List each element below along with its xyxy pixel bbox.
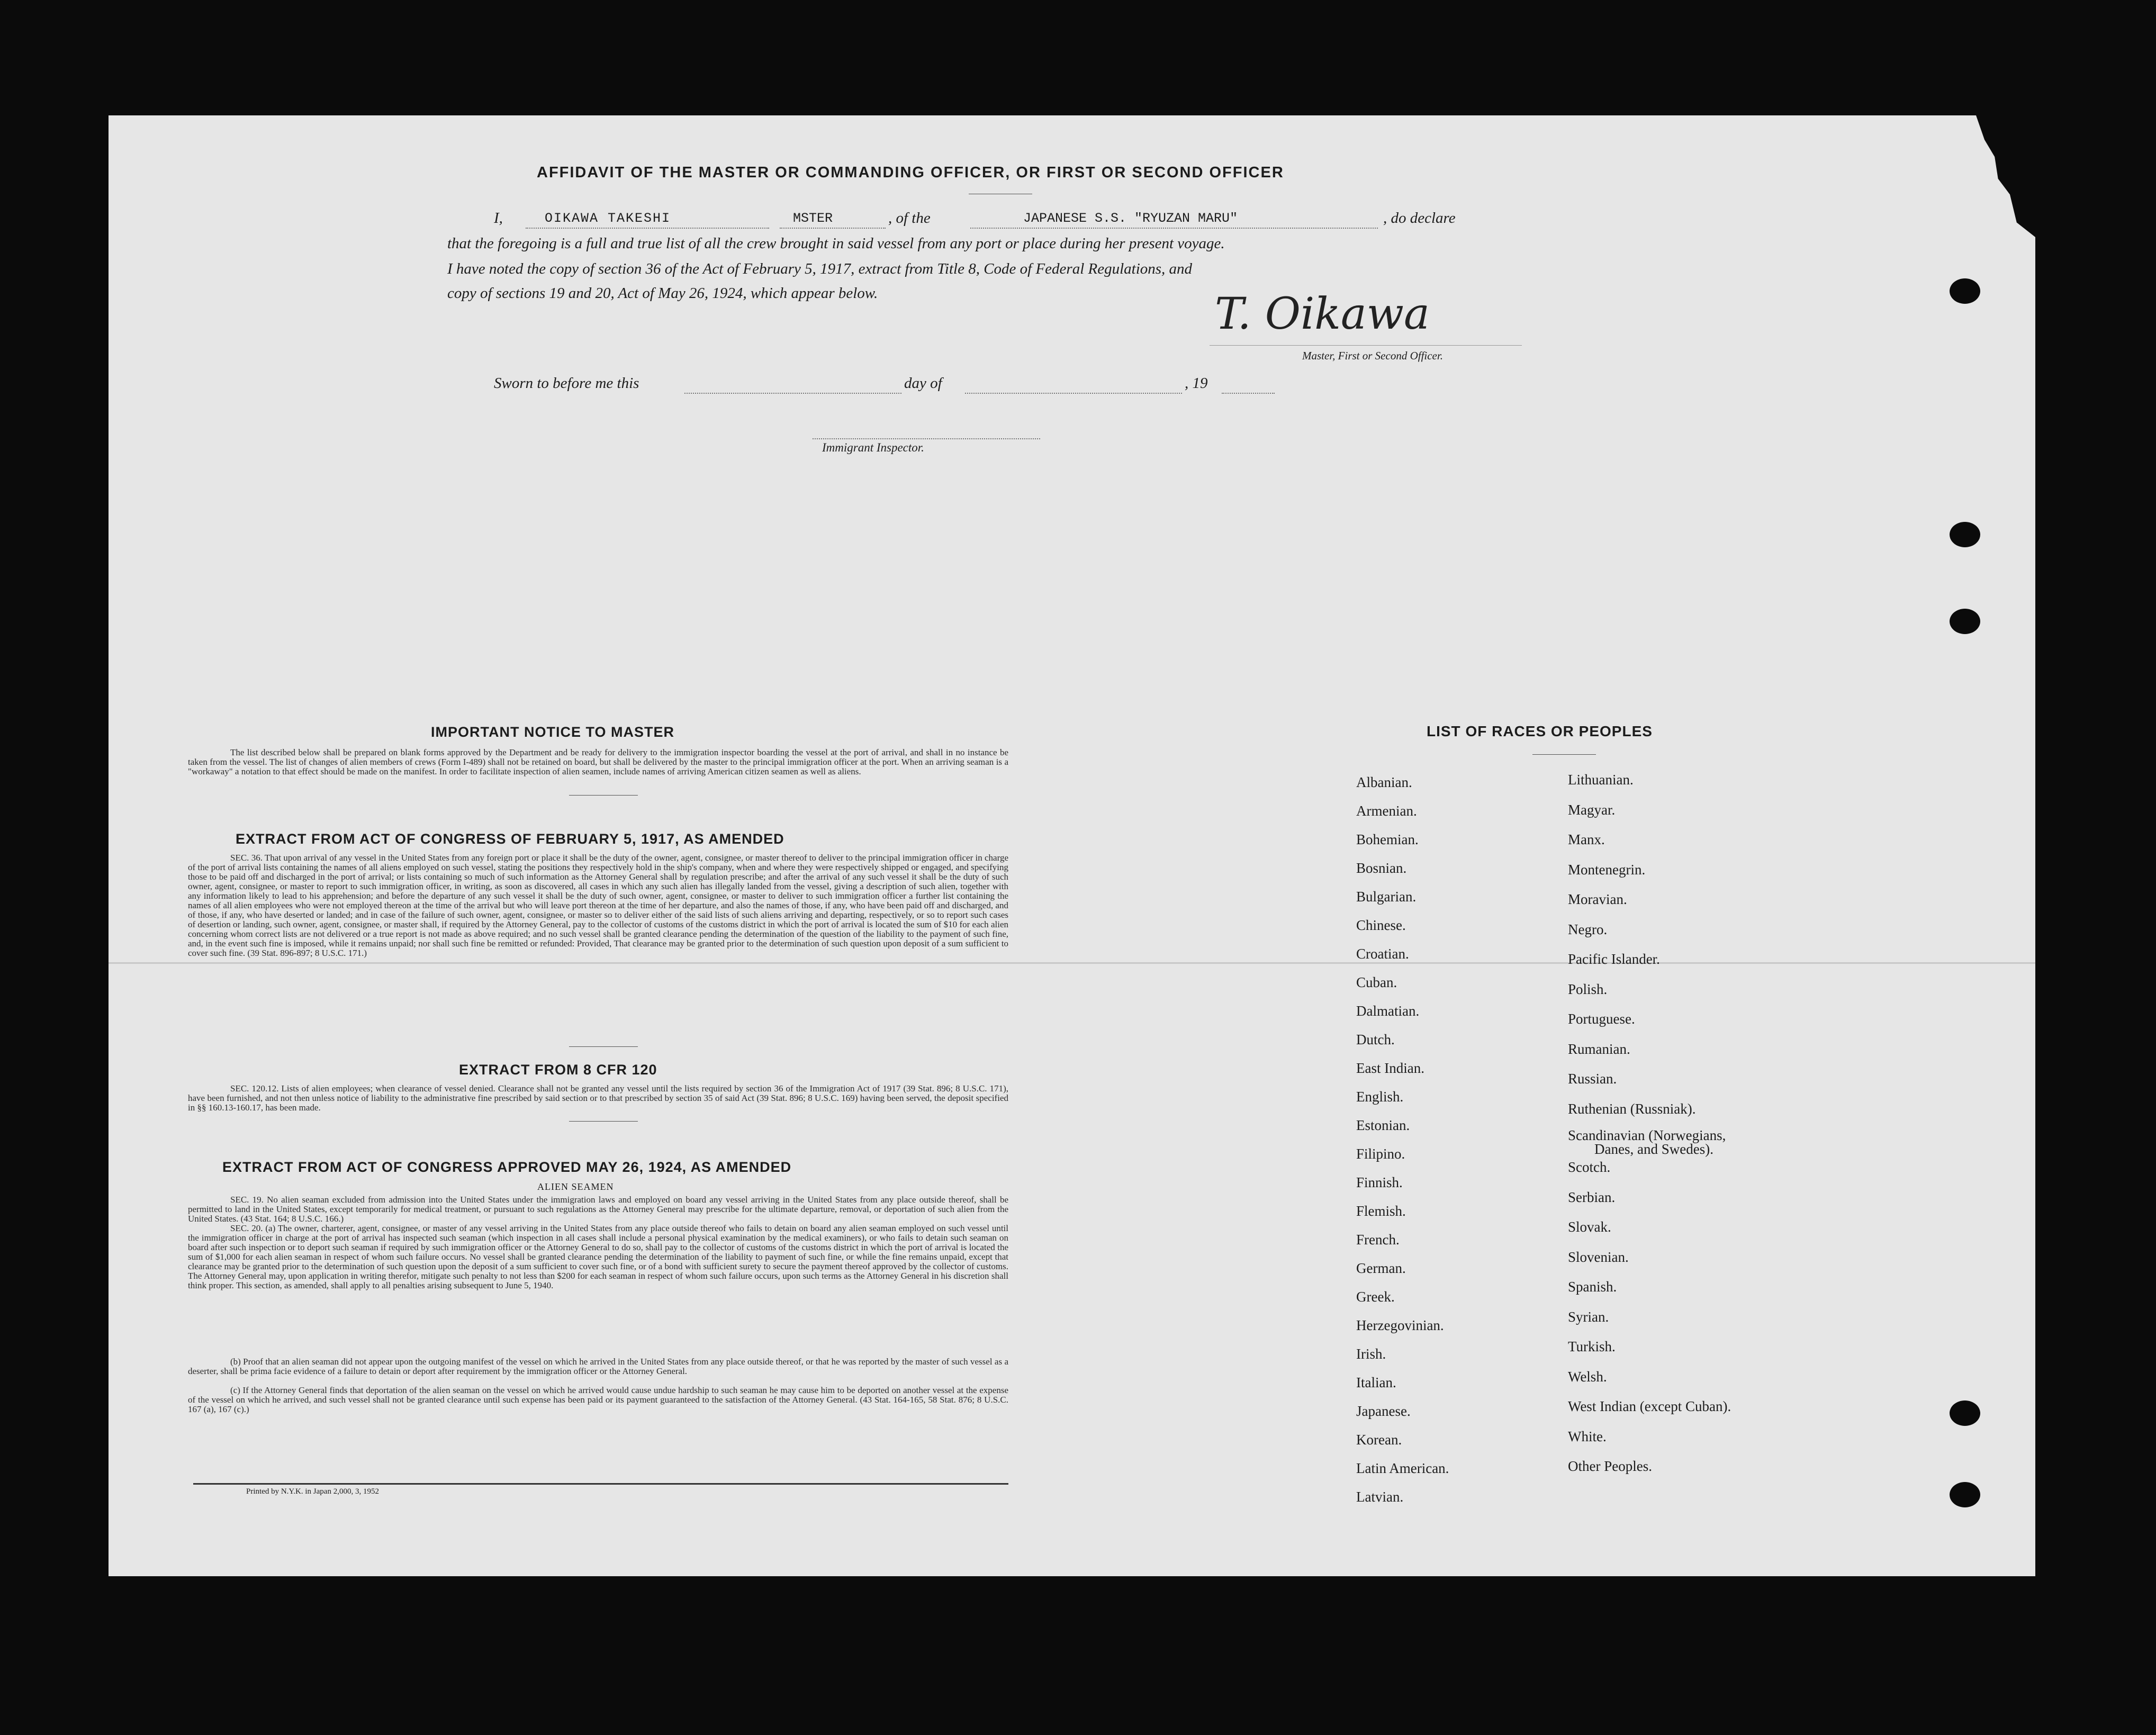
divider: [569, 1046, 638, 1047]
binder-hole: [1950, 278, 1980, 304]
notice-text: The list described below shall be prepared on blank forms approved by the Department and be ready for delivery to the immigration inspector boarding the vessel at the port of arrival, and shall in no instance be taken from the vessel. The list of changes of alien members of crews (Form I-489) shall not be retained on board, but shall be delivered by the master to the principal immigration officer at the port. When an arriving seaman is a "workaway" a notation to that effect should be made on the manifest. In order to facilitate inspection of alien seamen, include names of arriving American citizen seamen as well as aliens.: [188, 747, 1008, 776]
race-item: Lithuanian.: [1568, 772, 1634, 788]
race-item: Russian.: [1568, 1071, 1617, 1087]
race-item: Korean.: [1356, 1432, 1402, 1448]
race-item: Polish.: [1568, 981, 1608, 997]
race-item: Other Peoples.: [1568, 1458, 1652, 1474]
extract-cfr-text: SEC. 120.12. Lists of alien employees; when clearance of vessel denied. Clearance shall not be granted any vessel until the lists required by section 36 of the Immigration Act of 1917 (39 Stat. 896; 8 U.S.C. 171), have been furnished, and not then unless notice of liability to the administrative fine prescribed by said section or to that prescribed by section 35 of said Act (39 Stat. 896; 8 U.S.C. 169) having been served, the deposit specified in §§ 160.13-160.17, has been made.: [188, 1083, 1008, 1113]
race-item: Rumanian.: [1568, 1041, 1630, 1057]
race-item: Pacific Islander.: [1568, 951, 1660, 967]
affidavit-line-3: I have noted the copy of section 36 of the Act of February 5, 1917, extract from Title 8, Code of Federal Regulations, and: [447, 260, 1193, 277]
rank-field: MSTER: [793, 211, 833, 226]
vessel-field: JAPANESE S.S. "RYUZAN MARU": [1023, 211, 1238, 226]
race-item: Bohemian.: [1356, 832, 1419, 847]
race-item: Magyar.: [1568, 801, 1616, 818]
race-item: Slovenian.: [1568, 1249, 1629, 1265]
i-label: I,: [494, 210, 503, 227]
race-item: Spanish.: [1568, 1279, 1617, 1295]
race-item: Ruthenian (Russniak).: [1568, 1100, 1696, 1117]
race-item: Montenegrin.: [1568, 861, 1646, 878]
race-item: English.: [1356, 1089, 1404, 1105]
master-signature: T. Oikawa: [1215, 289, 1430, 339]
race-item: Dalmatian.: [1356, 1003, 1420, 1019]
extract-1924-title: EXTRACT FROM ACT OF CONGRESS APPROVED MAY 26, 1924, AS AMENDED: [222, 1159, 792, 1175]
affidavit-line-4: copy of sections 19 and 20, Act of May 26, 1924, which appear below.: [447, 285, 878, 302]
race-item-continuation: Danes, and Swedes).: [1594, 1141, 1713, 1157]
rank-dotted-line: [780, 228, 886, 229]
race-item: Estonian.: [1356, 1117, 1410, 1133]
year-dotted-line: [1222, 393, 1275, 394]
race-item: Negro.: [1568, 921, 1608, 937]
name-dotted-line: [526, 228, 769, 229]
torn-corner: [1951, 115, 2035, 237]
races-column-2: [1568, 772, 1731, 1488]
race-item: Filipino.: [1356, 1146, 1405, 1162]
race-item: Finnish.: [1356, 1174, 1403, 1190]
master-name-field: OIKAWA TAKESHI: [545, 211, 671, 226]
race-item: West Indian (except Cuban).: [1568, 1398, 1731, 1414]
extract-cfr-title: EXTRACT FROM 8 CFR 120: [459, 1062, 657, 1078]
binder-hole: [1950, 609, 1980, 634]
race-item: Armenian.: [1356, 803, 1417, 819]
race-item: Chinese.: [1356, 917, 1406, 933]
printer-imprint: Printed by N.Y.K. in Japan 2,000, 3, 1952: [246, 1487, 379, 1496]
affidavit-line-1: [494, 210, 1644, 231]
race-item: Dutch.: [1356, 1032, 1395, 1047]
of-the-label: , of the: [888, 210, 931, 227]
divider: [569, 1121, 638, 1122]
sworn-dotted-line: [684, 393, 901, 394]
race-item: East Indian.: [1356, 1060, 1424, 1076]
affidavit-title: AFFIDAVIT OF THE MASTER OR COMMANDING OFFICER, OR FIRST OR SECOND OFFICER: [537, 164, 1284, 181]
race-item: Scotch.: [1568, 1159, 1611, 1175]
race-item: Moravian.: [1568, 891, 1627, 907]
signature-caption: Master, First or Second Officer.: [1302, 349, 1443, 362]
binder-hole: [1950, 1400, 1980, 1426]
race-item: Scandinavian (Norwegians, Danes, and Swedes).: [1568, 1128, 1731, 1159]
race-item: Manx.: [1568, 832, 1605, 847]
sworn-line: [494, 375, 1447, 396]
race-item: German.: [1356, 1260, 1406, 1276]
binder-hole: [1950, 522, 1980, 547]
race-item: Bulgarian.: [1356, 889, 1417, 905]
race-item: Croatian.: [1356, 946, 1409, 962]
signature-line: [1210, 345, 1522, 346]
inspector-caption: Immigrant Inspector.: [822, 441, 924, 454]
binder-hole: [1950, 1482, 1980, 1507]
race-item: Japanese.: [1356, 1403, 1411, 1419]
year-label: , 19: [1185, 375, 1208, 392]
bottom-rule: [193, 1483, 1008, 1485]
race-item: Syrian.: [1568, 1308, 1609, 1325]
races-column-1: [1356, 774, 1449, 1517]
race-item: Portuguese.: [1568, 1011, 1635, 1027]
race-item: Latin American.: [1356, 1460, 1449, 1476]
sworn-label: Sworn to before me this: [494, 375, 639, 392]
race-item: White.: [1568, 1428, 1607, 1444]
race-item: French.: [1356, 1232, 1400, 1248]
race-item: Italian.: [1356, 1375, 1396, 1390]
race-item: Slovak.: [1568, 1219, 1611, 1235]
sec-20c-text: (c) If the Attorney General finds that deportation of the alien seaman on the vessel on which he arrived would cause undue hardship to such seaman he may cause him to be deported on another vessel at the expense of the vessel on which he arrived, and such vessel shall not be granted clearance until such expense has been paid or its payment guaranteed to the satisfaction of the Attorney General. (43 Stat. 164-165, 58 Stat. 876; 8 U.S.C. 167 (a), 167 (c).): [188, 1385, 1008, 1414]
extract-1917-text: SEC. 36. That upon arrival of any vessel in the United States from any foreign port or place it shall be the duty of the owner, agent, consignee, or master thereof to deliver to the principal immigration officer in charge of the port of arrival lists containing the names of all aliens employed on such vessel, stating the positions they respectively hold in the ship's company, when and where they were respectively shipped or engaged, and specifying those to be paid off and discharged in the port of arrival; or lists containing so much of such information as the Attorney General shall by regulation prescribe; and after the arrival of any such vessel it shall be the duty of such owner, agent, consignee, or master to report to such immigration officer, in writing, as soon as discovered, all cases in which any such alien has illegally landed from the vessel, giving a description of such alien, together with any information likely to lead to his apprehension; and before the departure of any such vessel it shall be the duty of such owner, agent, consignee, or master to deliver to such immigration officer a further list containing the names of all alien employees who were not employed thereon at the time of the arrival but who will leave port thereon at the time of her departure, and also the names of those, if any, who have been paid off and discharged, and of those, if any, who have deserted or landed; and in case of the failure of such owner, agent, consignee, or master so to deliver either of the said lists of such aliens arriving and departing, respectively, or so to report such cases of desertion or landing, such owner, agent, consignee, or master shall, if required by the Attorney General, pay to the collector of customs of the customs district in which the port of arrival is located the sum of $10 for each alien concerning whom correct lists are not delivered or a true report is not made as above required; and no such vessel shall be granted clearance pending the determination of the question of the liability to the payment of such fine, and, in the event such fine is imposed, while it remains unpaid; nor shall such fine be remitted or refunded: Provided, That clearance may be granted prior to the determination of such question upon deposit of a sum sufficient to cover such fine. (39 Stat. 896-897; 8 U.S.C. 171.): [188, 853, 1008, 958]
race-item: Serbian.: [1568, 1189, 1616, 1205]
sec-20a-text: SEC. 20. (a) The owner, charterer, agent, consignee, or master of any vessel arriving in the United States from any place outside thereof who fails to detain on board any alien seaman employed on such vessel until the immigration officer in charge at the port of arrival has inspected such seaman (which inspection in all cases shall include a personal physical examination by the medical examiners), or who fails to detain such seaman on board after such inspection or to deport such seaman if required by such immigration officer or the Attorney General to do so, shall pay to the collector of customs of the customs district in which the port of arrival is located the sum of $1,000 for each alien seaman in respect of whom such failure occurs. No vessel shall be granted clearance pending the determination of the liability to payment of such fine, or while the fine remains unpaid, except that clearance may be granted prior to the determination of such question upon the deposit of a sum sufficient to cover such fine, or of a bond with sufficient surety to secure the payment thereof approved by the collector of customs. The Attorney General may, upon application in writing therefor, mitigate such penalty to not less than $200 for each seaman in respect of whom such failure occurs, upon such terms as the Attorney General in his discretion shall think proper. This section, as amended, shall apply to all penalties arising subsequent to June 5, 1940.: [188, 1223, 1008, 1290]
day-dotted-line: [965, 393, 1182, 394]
race-item: Albanian.: [1356, 774, 1412, 790]
do-declare-label: , do declare: [1383, 210, 1456, 227]
race-item: Irish.: [1356, 1346, 1386, 1362]
inspector-dotted-line: [813, 438, 1040, 439]
fold-crease: [109, 962, 2035, 964]
race-item: Greek.: [1356, 1289, 1395, 1305]
race-item: Welsh.: [1568, 1368, 1607, 1385]
race-item: Turkish.: [1568, 1339, 1616, 1354]
vessel-dotted-line: [970, 228, 1378, 229]
races-title: LIST OF RACES OR PEOPLES: [1427, 723, 1653, 739]
race-item: Bosnian.: [1356, 860, 1407, 876]
alien-seamen-subtitle: ALIEN SEAMEN: [537, 1181, 614, 1192]
day-of-label: day of: [904, 375, 942, 392]
race-item: Cuban.: [1356, 974, 1397, 990]
divider: [1532, 754, 1596, 755]
race-item: Herzegovinian.: [1356, 1317, 1444, 1333]
divider: [569, 795, 638, 796]
race-item: Latvian.: [1356, 1489, 1404, 1505]
sec-19-text: SEC. 19. No alien seaman excluded from admission into the United States under the immigration laws and employed on board any vessel arriving in the United States from any place outside thereof, shall be permitted to land in the United States, except temporarily for medical treatment, or pursuant to such regulations as the Attorney General may prescribe for the ultimate departure, removal, or deportation of such alien from the United States. (43 Stat. 164; 8 U.S.C. 166.): [188, 1195, 1008, 1224]
extract-1917-title: EXTRACT FROM ACT OF CONGRESS OF FEBRUARY 5, 1917, AS AMENDED: [236, 831, 784, 847]
affidavit-line-2: that the foregoing is a full and true list of all the crew brought in said vessel from any port or place during her present voyage.: [447, 235, 1225, 252]
race-item: Flemish.: [1356, 1203, 1406, 1219]
form-page: [109, 115, 2035, 1576]
notice-title: IMPORTANT NOTICE TO MASTER: [431, 724, 674, 740]
sec-20b-text: (b) Proof that an alien seaman did not appear upon the outgoing manifest of the vessel on which he arrived in the United States from any place outside thereof, or that he was reported by the master of such vessel as a deserter, shall be prima facie evidence of a failure to detain or deport after requirement by the immigration officer or the Attorney General.: [188, 1357, 1008, 1376]
